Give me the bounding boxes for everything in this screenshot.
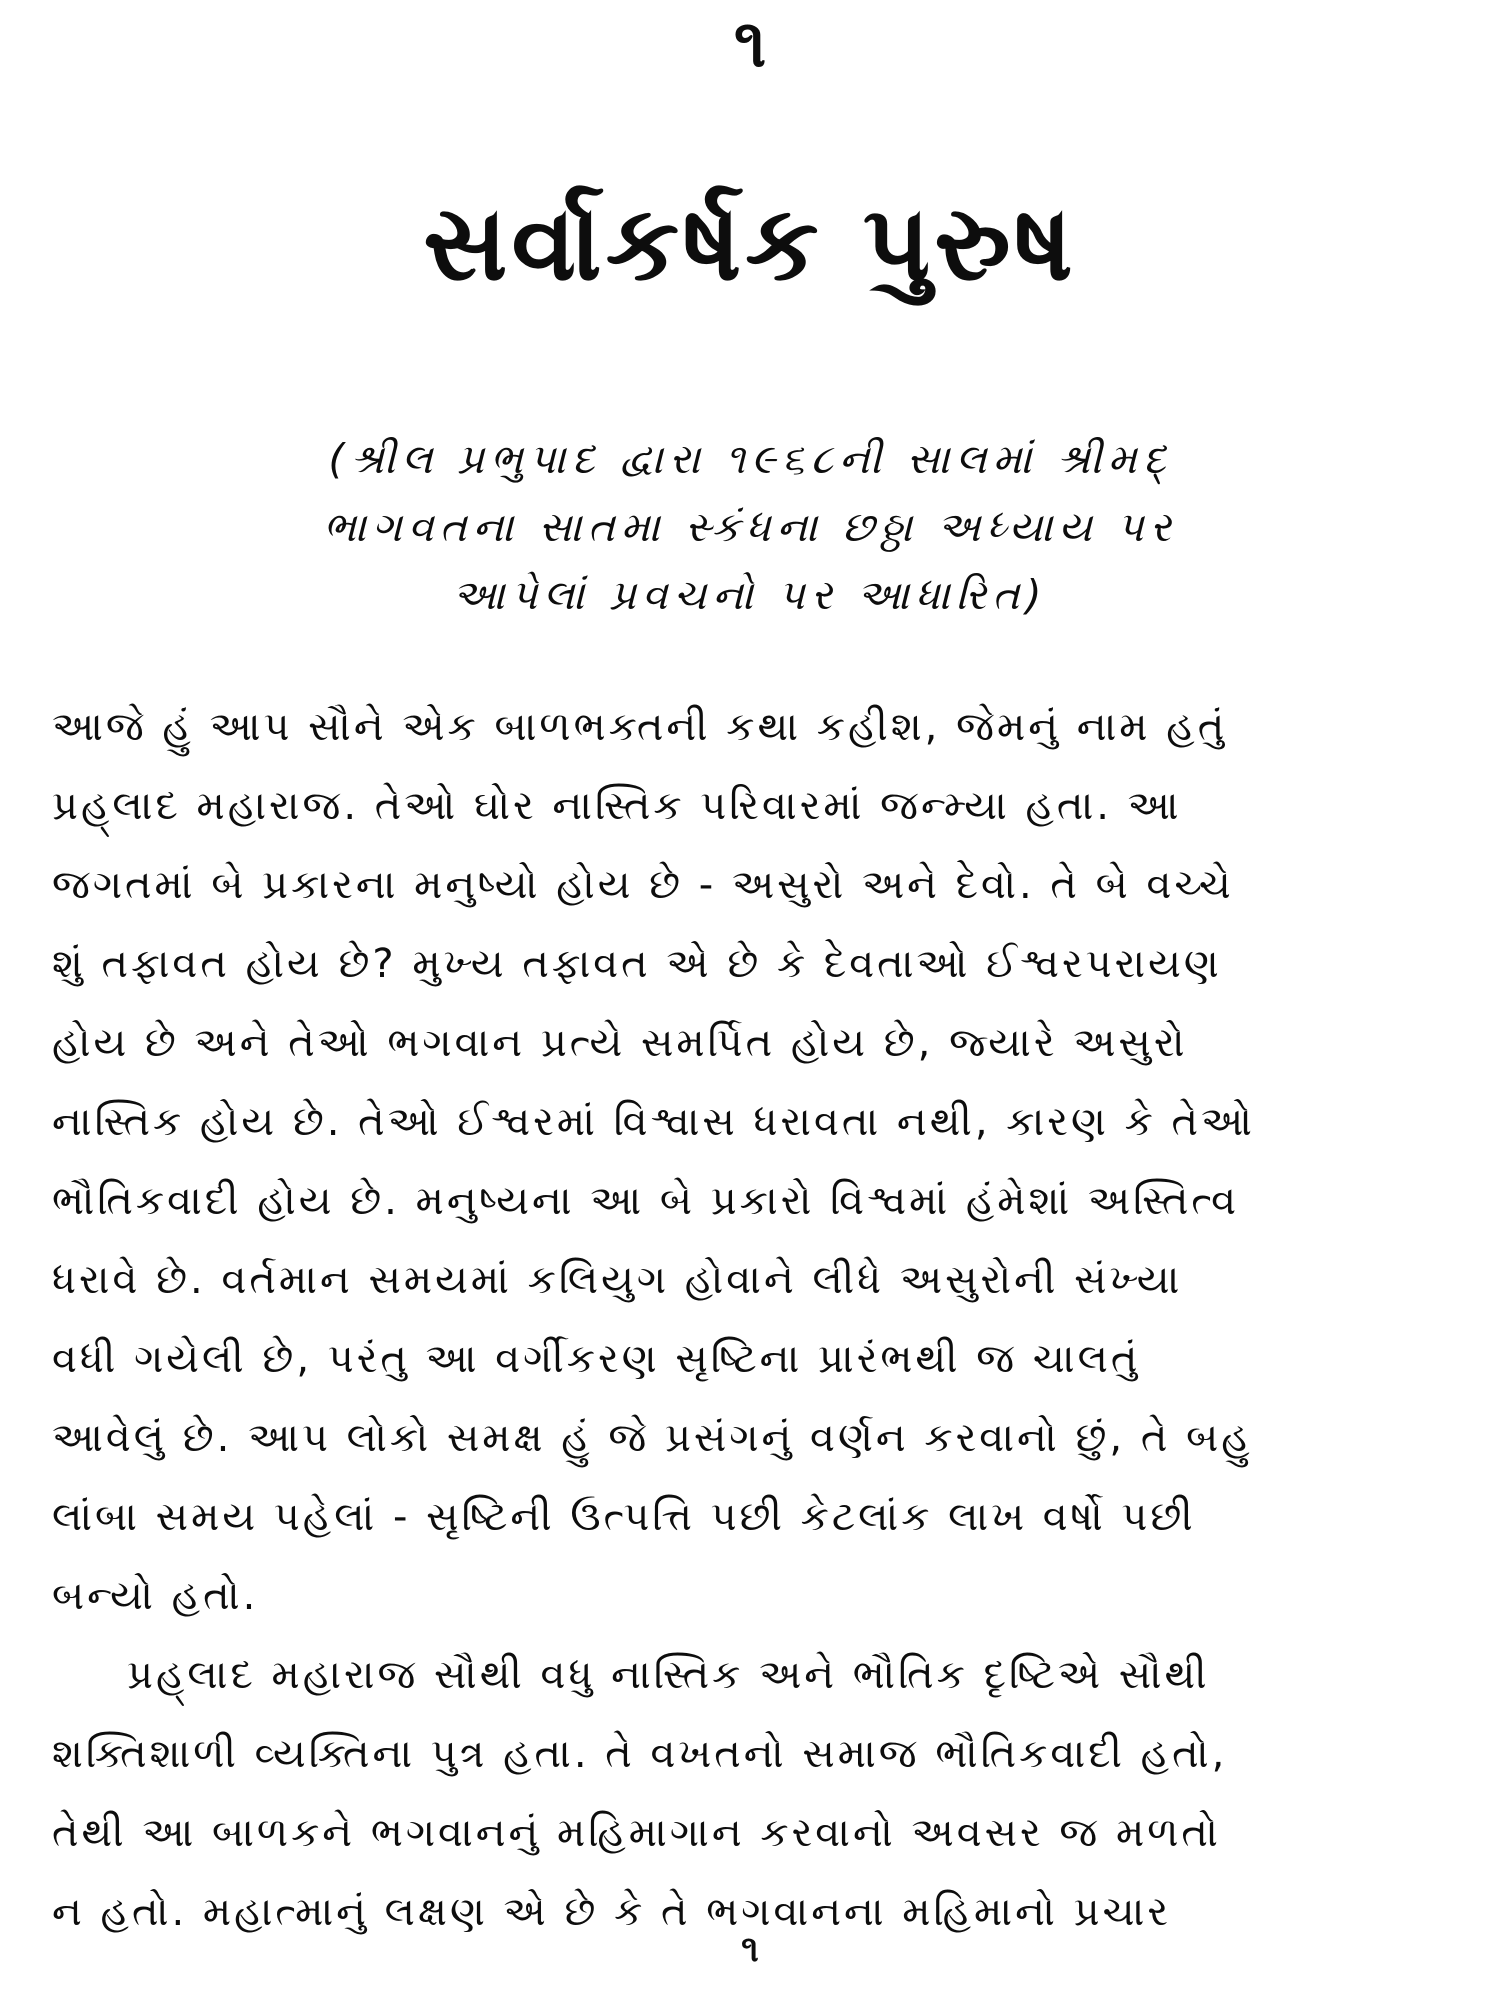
page-number: ૧ [741, 1929, 759, 1970]
chapter-number: ૧ [733, 5, 767, 82]
text-line: પ્રહ્‌લાદ મહારાજ સૌથી વધુ નાસ્તિક અને ભૌતિક દૃષ્ટિએ સૌથી [127, 1652, 1210, 1698]
text-line: ભૌતિકવાદી હોય છે. મનુષ્યના આ બે પ્રકારો વિશ્વમાં હંમેશાં અસ્તિત્વ [52, 1178, 1240, 1224]
text-line: નાસ્તિક હોય છે. તેઓ ઈશ્વરમાં વિશ્વાસ ધરાવતા નથી, કારણ કે તેઓ [52, 1099, 1255, 1145]
paragraph [52, 688, 1497, 1636]
subtitle-line: આપેલાં પ્રવચનો પર આધારિત) [452, 571, 1048, 619]
text-line: તેથી આ બાળકને ભગવાનનું મહિમાગાન કરવાનો અવસર જ મળતો [52, 1810, 1221, 1856]
chapter-title: સર્વાકર્ષક પુરુષ [423, 182, 1077, 304]
text-line: ધરાવે છે. વર્તમાન સમયમાં કલિયુગ હોવાને લીધે અસુરોની સંખ્યા [52, 1257, 1183, 1303]
text-line: બન્યો હતો. [52, 1573, 259, 1619]
subtitle-line: (શ્રીલ પ્રભુપાદ દ્વારા ૧૯૬૮ની સાલમાં શ્રીમદ્ [328, 435, 1172, 483]
text-line: શું તફાવત હોય છે? મુખ્ય તફાવત એ છે કે દેવતાઓ ઈશ્વરપરાયણ [52, 941, 1222, 987]
text-line: લાંબા સમય પહેલાં - સૃષ્ટિની ઉત્પત્તિ પછી કેટલાંક લાખ વર્ષો પછી [52, 1494, 1196, 1540]
text-line: વધી ગયેલી છે, પરંતુ આ વર્ગીકરણ સૃષ્ટિના પ્રારંભથી જ ચાલતું [52, 1336, 1141, 1382]
text-line: હોય છે અને તેઓ ભગવાન પ્રત્યે સમર્પિત હોય છે, જ્યારે અસુરો [52, 1020, 1188, 1066]
subtitle-line: ભાગવતના સાતમા સ્કંધના છઠ્ઠા અધ્યાય પર [323, 503, 1177, 551]
paragraph [52, 1636, 1497, 1952]
text-line: ન હતો. મહાત્માનું લક્ષણ એ છે કે તે ભગવાનના મહિમાનો પ્રચાર [52, 1889, 1172, 1935]
text-line: શક્તિશાળી વ્યક્તિના પુત્ર હતા. તે વખતનો સમાજ ભૌતિકવાદી હતો, [52, 1731, 1228, 1777]
text-line: પ્રહ્‌લાદ મહારાજ. તેઓ ઘોર નાસ્તિક પરિવારમાં જન્મ્યા હતા. આ [52, 783, 1182, 829]
text-line: આવેલું છે. આપ લોકો સમક્ષ હું જે પ્રસંગનું વર્ણન કરવાનો છું, તે બહુ [52, 1415, 1253, 1461]
text-line: જગતમાં બે પ્રકારના મનુષ્યો હોય છે - અસુરો અને દેવો. તે બે વચ્ચે [52, 862, 1234, 908]
chapter-subtitle [200, 425, 1300, 629]
text-line: આજે હું આપ સૌને એક બાળભક્તની કથા કહીશ, જેમનું નામ હતું [52, 704, 1228, 750]
body-text [52, 688, 1497, 1952]
